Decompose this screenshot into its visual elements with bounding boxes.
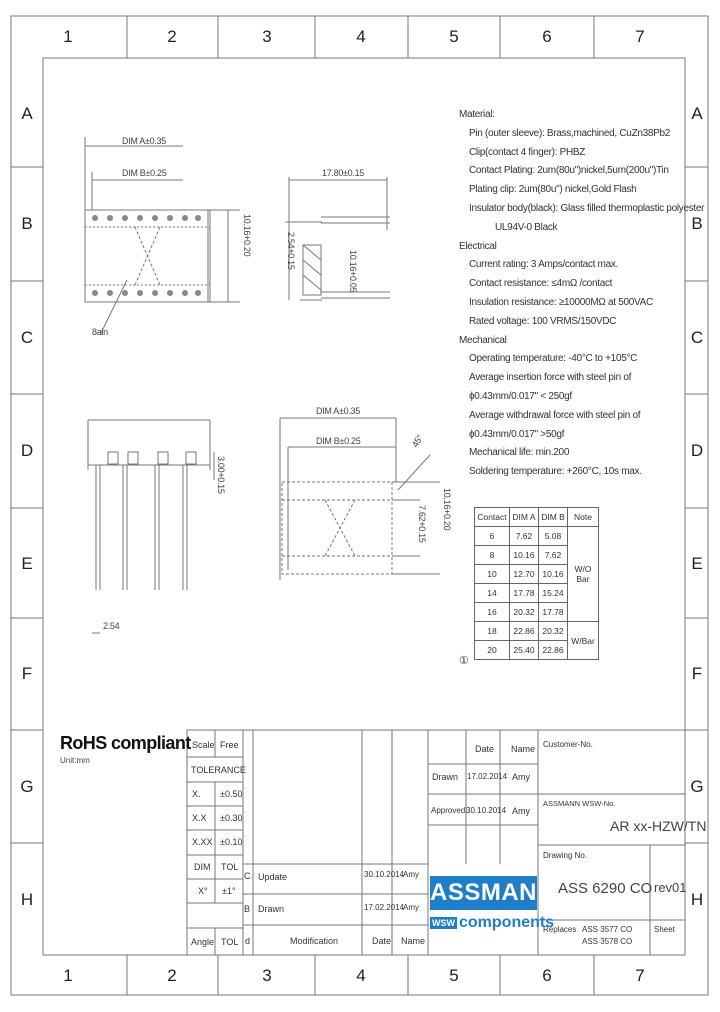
assmann-no-label: ASSMANN WSW-No. xyxy=(543,799,616,808)
angle-x-key: X° xyxy=(198,886,208,896)
front-height-label: 3.00+0.15 xyxy=(216,456,226,494)
zone-row-g-right: G xyxy=(690,777,704,796)
cell-dim-b: 10.16 xyxy=(539,565,568,584)
cell-contact: 10 xyxy=(475,565,510,584)
approved-name: Amy xyxy=(512,806,530,816)
drawn-name: Amy xyxy=(512,772,530,782)
tolerance-label: TOLERANCE xyxy=(191,765,246,775)
cell-dim-a: 12.70 xyxy=(510,565,539,584)
spec-insulator: Insulator body(black): Glass filled thermoplastic polyester xyxy=(469,202,705,214)
dim-b-top-label: DIM B±0.25 xyxy=(122,168,167,178)
update-label: Update xyxy=(258,872,288,882)
zone-row-a-right: A xyxy=(691,104,703,123)
zone-col-6-bottom: 6 xyxy=(542,966,552,985)
cell-dim-a: 20.32 xyxy=(510,603,539,622)
rev-d-marker: d xyxy=(245,936,251,946)
zone-row-a: A xyxy=(21,104,33,123)
rohs-compliant-label: RoHS compliant xyxy=(60,733,191,753)
update-date: 30.10.2014 xyxy=(364,870,405,879)
cell-contact: 20 xyxy=(475,641,510,660)
cell-contact: 14 xyxy=(475,584,510,603)
zone-col-5: 5 xyxy=(449,27,459,46)
modification-header: Modification xyxy=(290,936,339,946)
spec-plating-clip: Plating clip: 2um(80u") nickel,Gold Flash xyxy=(469,184,637,196)
cell-contact: 6 xyxy=(475,527,510,546)
spec-material-heading: Material: xyxy=(459,109,495,120)
table-row xyxy=(475,622,599,641)
dim-b-bottom-label: DIM B±0.25 xyxy=(316,436,361,446)
bottom-height-label: 10.16+0.20 xyxy=(442,488,452,531)
revision-marker: ① xyxy=(459,655,469,667)
zone-row-e: E xyxy=(21,554,33,573)
mod-date-header: Date xyxy=(372,936,392,946)
cell-contact: 16 xyxy=(475,603,510,622)
spec-pin: Pin (outer sleeve): Brass,machined, CuZn38Pb2 xyxy=(469,127,671,139)
col-contact: Contact xyxy=(475,508,510,527)
angle-x-value: ±1° xyxy=(222,886,236,896)
wsw-badge: WSW xyxy=(432,917,455,928)
side-width-label: 17.80±0.15 xyxy=(322,168,364,178)
zone-col-3: 3 xyxy=(262,27,272,46)
customer-no-label: Customer-No. xyxy=(543,740,593,749)
spec-withdrawal-value: ϕ0.43mm/0.017" >50gf xyxy=(469,428,565,440)
zone-col-2-bottom: 2 xyxy=(167,966,177,985)
dim-a-top-label: DIM A±0.35 xyxy=(122,136,166,146)
zone-col-4: 4 xyxy=(356,27,366,46)
tol-label: TOL xyxy=(221,862,239,872)
zone-row-f-right: F xyxy=(691,664,703,683)
zone-row-e-right: E xyxy=(691,554,703,573)
spec-current: Current rating: 3 Amps/contact max. xyxy=(469,259,619,271)
cell-dim-a: 25.40 xyxy=(510,641,539,660)
zone-row-g: G xyxy=(20,777,34,796)
cell-note-with-bar: W/Bar xyxy=(568,622,599,660)
part-number: AR xx-HZW/TN xyxy=(610,818,707,834)
cell-dim-b: 15.24 xyxy=(539,584,568,603)
dimension-table xyxy=(474,507,599,660)
tol-x-key: X. xyxy=(192,789,201,799)
zone-row-d-right: D xyxy=(690,441,704,460)
cell-dim-a: 22.86 xyxy=(510,622,539,641)
replaces-2: ASS 3578 CO xyxy=(582,937,633,946)
unit-label: Unit:mm xyxy=(60,756,90,765)
spec-clip: Clip(contact 4 finger): PHBZ xyxy=(469,146,586,158)
angle-label: Angle xyxy=(191,937,215,947)
revision-number: rev01 xyxy=(654,880,687,895)
drawn-row-date: 17.02.2014 xyxy=(364,903,405,912)
tol-xxx-value: ±0.10 xyxy=(220,837,243,847)
drawing-no-label: Drawing No. xyxy=(543,851,588,860)
zone-row-c: C xyxy=(20,328,34,347)
rev-c-marker: C xyxy=(244,871,251,881)
zone-col-3-bottom: 3 xyxy=(262,966,272,985)
cell-dim-b: 5.08 xyxy=(539,527,568,546)
dim-label: DIM xyxy=(194,862,211,872)
zone-col-5-bottom: 5 xyxy=(449,966,459,985)
tol-xx-key: X.X xyxy=(192,813,207,823)
pin-label: 8ain xyxy=(92,327,108,337)
zone-row-c-right: C xyxy=(690,328,704,347)
wsw-components-logo xyxy=(430,914,555,938)
cell-dim-a: 17.78 xyxy=(510,584,539,603)
spec-contact-plating: Contact Plating: 2um(80u")nickel,5um(200u")Tin xyxy=(469,165,669,177)
table-row xyxy=(475,527,599,546)
scale-label: Scale xyxy=(192,740,215,750)
spec-life: Mechanical life: min.200 xyxy=(469,447,570,459)
angle-label: 45° xyxy=(410,432,426,449)
spec-withdrawal: Average withdrawal force with steel pin of xyxy=(469,409,641,421)
cell-dim-b: 20.32 xyxy=(539,622,568,641)
zone-row-f: F xyxy=(21,664,33,683)
assmann-logo: ASSMANN xyxy=(430,876,537,910)
cell-dim-b: 17.78 xyxy=(539,603,568,622)
approved-date: 30.10.2014 xyxy=(466,806,507,815)
spec-voltage: Rated voltage: 100 VRMS/150VDC xyxy=(469,315,617,327)
tol-xx-value: ±0.30 xyxy=(220,813,243,823)
cell-dim-a: 7.62 xyxy=(510,527,539,546)
spec-insulator-rating: UL94V-0 Black xyxy=(495,221,558,233)
drawn-date: 17.02.2014 xyxy=(467,772,508,781)
sheet-label: Sheet xyxy=(654,925,675,934)
zone-row-b-right: B xyxy=(691,214,703,233)
zone-col-4-bottom: 4 xyxy=(356,966,366,985)
pitch-label: 2.54 xyxy=(103,621,120,631)
mod-name-header: Name xyxy=(401,936,426,946)
cell-contact: 18 xyxy=(475,622,510,641)
top-view-drawing xyxy=(85,137,240,335)
col-note: Note xyxy=(568,508,599,527)
spec-insertion: Average insertion force with steel pin of xyxy=(469,372,632,384)
specifications xyxy=(459,106,704,482)
zone-col-1-bottom: 1 xyxy=(63,966,73,985)
drawn-label: Drawn xyxy=(432,772,459,782)
zone-row-h: H xyxy=(20,890,34,909)
spec-electrical-heading: Electrical xyxy=(459,240,497,252)
spec-soldering: Soldering temperature: +260°C, 10s max. xyxy=(469,466,642,478)
spec-insulation: Insulation resistance: ≥10000MΩ at 500VAC xyxy=(469,296,653,308)
spec-resistance: Contact resistance: ≤4mΩ /contact xyxy=(469,278,613,290)
zone-row-b: B xyxy=(21,214,33,233)
date-header: Date xyxy=(475,744,495,754)
replaces-label: Replaces xyxy=(543,925,577,934)
cell-dim-a: 10.16 xyxy=(510,546,539,565)
spec-insertion-value: ϕ0.43mm/0.017" < 250gf xyxy=(469,390,572,402)
zone-col-2: 2 xyxy=(167,27,177,46)
approved-label: Approved xyxy=(431,806,466,815)
drawing-number: ASS 6290 CO xyxy=(558,880,653,897)
zone-col-6: 6 xyxy=(542,27,552,46)
drawn-row-name: Amy xyxy=(403,903,419,912)
top-height-label: 10.16+0.20 xyxy=(242,214,252,257)
drawn-row-label: Drawn xyxy=(258,904,285,914)
dim-a-bottom-label: DIM A±0.35 xyxy=(316,406,360,416)
cell-dim-b: 7.62 xyxy=(539,546,568,565)
zone-col-7-bottom: 7 xyxy=(635,966,645,985)
spec-mechanical-heading: Mechanical xyxy=(459,334,507,346)
front-view-drawing xyxy=(88,420,214,633)
cell-dim-b: 22.86 xyxy=(539,641,568,660)
zone-row-h-right: H xyxy=(690,890,704,909)
spec-temperature: Operating temperature: -40°C to +105°C xyxy=(469,353,638,365)
side-height2-label: 2.54+0.15 xyxy=(286,232,296,270)
cell-note-without-bar: W/O Bar xyxy=(568,527,599,622)
cell-contact: 8 xyxy=(475,546,510,565)
tol-x-value: ±0.50 xyxy=(220,789,243,799)
zone-row-d: D xyxy=(20,441,34,460)
col-dim-a: DIM A xyxy=(510,508,539,527)
tol-xxx-key: X.XX xyxy=(192,837,213,847)
bottom-height2-label: 7.62+0.15 xyxy=(417,505,427,543)
zone-col-1: 1 xyxy=(63,27,73,46)
rev-b-marker: B xyxy=(244,904,251,914)
components-text: components xyxy=(459,914,555,931)
update-name: Amy xyxy=(403,870,419,879)
zone-col-7: 7 xyxy=(635,27,645,46)
side-height-label: 10.16+0.05 xyxy=(348,250,358,293)
scale-value: Free xyxy=(220,740,239,750)
angle-tol-label: TOL xyxy=(221,937,239,947)
side-view-drawing xyxy=(285,177,390,300)
col-dim-b: DIM B xyxy=(539,508,568,527)
table-header-row xyxy=(475,508,599,527)
replaces-1: ASS 3577 CO xyxy=(582,925,633,934)
name-header: Name xyxy=(511,744,536,754)
